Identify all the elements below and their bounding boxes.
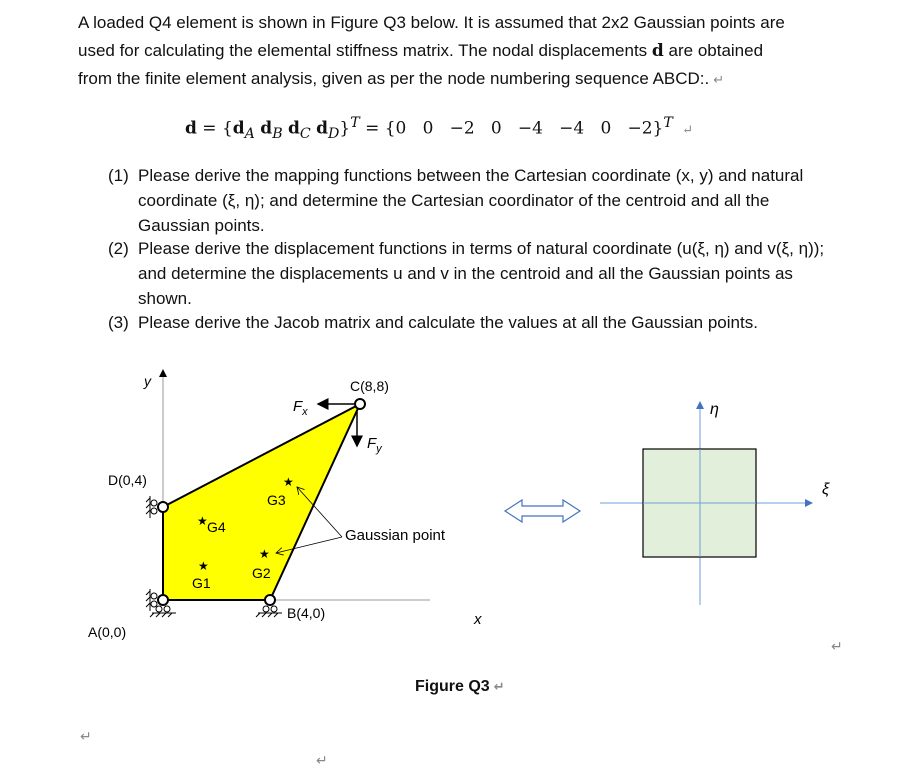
- gauss-label-g3: G3: [267, 492, 286, 508]
- return-mark: ↵: [80, 728, 92, 744]
- intro-line-1: A loaded Q4 element is shown in Figure Q3 below. It is assumed that 2x2 Gaussian points are: [78, 13, 785, 32]
- node-a-label: A(0,0): [88, 624, 127, 640]
- return-mark: ↵: [682, 122, 694, 138]
- question-1: (1) Please derive the mapping functions between the Cartesian coordinate (x, y) and natural coordinate (ξ, η); and determine the Cartesian coordinator of the centroid and all the Gaussian points.: [108, 166, 804, 235]
- gauss-star-g3: ★: [283, 475, 294, 489]
- intro-line-2: used for calculating the elemental stiffness matrix. The nodal displacements d are obtained: [78, 41, 764, 61]
- question-3: (3) Please derive the Jacob matrix and calculate the values at all the Gaussian points.: [108, 313, 758, 332]
- return-mark: ↵: [831, 638, 843, 654]
- gauss-star-g1: ★: [198, 559, 209, 573]
- node-c: [355, 399, 365, 409]
- gauss-label-g1: G1: [192, 575, 211, 591]
- return-mark: ↵: [713, 72, 725, 87]
- gauss-star-g2: ★: [259, 547, 270, 561]
- node-b-label: B(4,0): [287, 605, 326, 621]
- x-axis-label: x: [474, 611, 482, 628]
- gauss-star-g4: ★: [197, 514, 208, 528]
- figure-caption: Figure Q3 ↵: [415, 678, 505, 695]
- node-d-label: D(0,4): [108, 472, 147, 488]
- force-y-label: $F_y$: [367, 435, 382, 455]
- mapping-double-arrow-icon: [505, 500, 580, 522]
- node-d: [158, 502, 168, 512]
- node-b: [265, 595, 275, 605]
- gaussian-point-label: Gaussian point: [345, 527, 446, 544]
- force-x-label: $F_x$: [293, 398, 308, 418]
- question-2: (2) Please derive the displacement functions in terms of natural coordinate (u(ξ, η) and v(ξ, η)); and determine the displacements u and v in the centroid and all the Gaussian points as shown.: [108, 239, 825, 308]
- node-c-label: C(8,8): [350, 378, 389, 394]
- return-mark: ↵: [316, 752, 328, 768]
- y-axis-label: y: [144, 373, 151, 389]
- eta-label: η: [710, 401, 719, 418]
- equation-values: {0 0 −2 0 −4 −4 0 −2}: [384, 118, 664, 139]
- gauss-label-g4: G4: [207, 519, 226, 535]
- support-b: [256, 606, 282, 617]
- intro-line-3: from the finite element analysis, given as per the node numbering sequence ABCD:. ↵: [78, 69, 725, 88]
- xi-label: ξ: [822, 481, 830, 498]
- displacement-equation: $d = \{d_A$ $d_B$ $d_C$ $d_D\}^T = \{0$ 0 −2 0 −4 −4 0 −2}$^T$ ↵: [185, 115, 694, 143]
- displacement-vector-symbol: d: [651, 41, 664, 61]
- gauss-label-g2: G2: [252, 565, 271, 581]
- support-d: [146, 496, 157, 518]
- node-a: [158, 595, 168, 605]
